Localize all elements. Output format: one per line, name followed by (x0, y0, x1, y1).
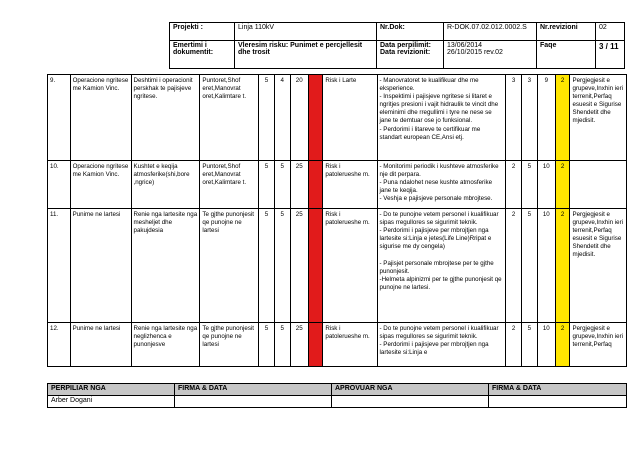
probability-cell: 5 (259, 209, 275, 323)
risk-level-cell: Risk i Larte (323, 75, 377, 161)
row-number: 9. (48, 75, 71, 161)
emertimi-value: Vleresim risku: Punimet e percjellesit dhe trosit (235, 41, 377, 69)
risk-score-cell: 25 (290, 209, 308, 323)
firma-label-2: FIRMA & DATA (489, 384, 627, 396)
risk-level-indicator (308, 209, 323, 323)
activity-cell: Punime ne lartesi (70, 209, 131, 323)
residual-probability-cell: 2 (506, 323, 522, 367)
nrdok-label: Nr.Dok: (377, 23, 444, 41)
row-number: 12. (48, 323, 71, 367)
risk-level-indicator (308, 161, 323, 209)
table-row (48, 75, 627, 161)
exposed-persons-cell: Puntoret,Shof eret,Manovrat oret,Kalimtare t. (200, 75, 259, 161)
nrrev-value: 02 (596, 23, 625, 41)
residual-score-cell: 9 (537, 75, 555, 161)
control-measures-cell: - Manovratoret te kualifikuar dhe me eksperience. - Inspektimi i pajisjeve ngritese si litaret e ngritjes presioni i vajit hidraulik te vincit dhe eleminimi dhe rregullimi i tyre ne nese se jane te demtuar ose jo funksional. - Perdorimi i litareve te certifikuar me standart european CE,Ansi etj. (377, 75, 506, 161)
responsible-cell: Pergjegjesit e grupeve,Inxhin ieri terrenit,Perfaq esuesit e Sigurise Shendetit dhe mjedisit. (570, 75, 627, 161)
table-row (48, 209, 627, 323)
residual-score-cell: 10 (537, 161, 555, 209)
hazard-cell: Renie nga lartesite nga mesheljet dhe pakujdesia (131, 209, 200, 323)
hazard-cell: Renie nga lartesite nga neglizhenca e punonjesve (131, 323, 200, 367)
residual-severity-cell: 5 (521, 161, 537, 209)
control-measures-cell: - Do te punojne vetem personel i kualifikuar sipas rregullores se sigurimit teknik. - Perdorimi i pajisjeve per mbrojtjen nga lartesite si:Linja e (377, 323, 506, 367)
row-number: 11. (48, 209, 71, 323)
probability-cell: 5 (259, 75, 275, 161)
nrrev-label: Nr.revizioni (537, 23, 596, 41)
perpiliar-value: Arber Dogani (48, 396, 175, 408)
projekti-label: Projekti : (170, 23, 235, 41)
risk-score-cell: 20 (290, 75, 308, 161)
residual-severity-cell: 3 (521, 75, 537, 161)
responsible-cell (570, 161, 627, 209)
responsible-cell: Pergjegjesit e grupeve,Inxhin ieri terrenit,Perfaq esuesit e Sigurise Shendetit dhe mjedisit. (570, 209, 627, 323)
activity-cell: Punime ne lartesi (70, 323, 131, 367)
faqe-value: 3 / 11 (596, 41, 625, 69)
aprovuar-value (332, 396, 489, 408)
residual-severity-cell: 5 (521, 209, 537, 323)
hazard-cell: Kushtet e keqija atmosferike(shi,bore ,ngrice) (131, 161, 200, 209)
exposed-persons-cell: Te gjthe punonjesit qe punojne ne lartesi (200, 323, 259, 367)
emertimi-label: Emertimi i dokumentit: (170, 41, 235, 69)
exposed-persons-cell: Te gjthe punonjesit qe punojne ne lartesi (200, 209, 259, 323)
signature-footer (47, 383, 627, 408)
responsible-cell: Pergjegjesit e grupeve,Inxhin ieri terrenit,Perfaq (570, 323, 627, 367)
residual-probability-cell: 2 (506, 209, 522, 323)
row-number: 10. (48, 161, 71, 209)
residual-probability-cell: 3 (506, 75, 522, 161)
table-row (48, 323, 627, 367)
risk-score-cell: 25 (290, 323, 308, 367)
residual-level-cell: 2 (555, 323, 570, 367)
risk-level-cell: Risk i patolerueshe m. (323, 161, 377, 209)
activity-cell: Operacione ngritese me Kamion Vinc. (70, 161, 131, 209)
projekti-value: Linja 110kV (235, 23, 377, 41)
residual-level-cell: 2 (555, 161, 570, 209)
aprovuar-label: APROVUAR NGA (332, 384, 489, 396)
perpiliar-label: PERPILIAR NGA (48, 384, 175, 396)
severity-cell: 5 (274, 161, 290, 209)
control-measures-cell: - Do te punojne vetem personel i kualifikuar sipas rregullores se sigurimit teknik. - Perdorimi i pajisjeve per mbrojtjen nga lartesite si:Linja e jetes(Life Line)Rripat e sigurise me dy cengela) - Pajisjet personale mbrojtese per te gjthe punonjesit. -Helmeta alpinizmi per te gjthe punonjesit qe punojne ne lartesi. (377, 209, 506, 323)
firma-value-1 (175, 396, 332, 408)
risk-level-indicator (308, 323, 323, 367)
severity-cell: 4 (274, 75, 290, 161)
risk-level-indicator (308, 75, 323, 161)
risk-score-cell: 25 (290, 161, 308, 209)
data-label: Data perpilimit: Data revizionit: (377, 41, 444, 69)
residual-level-cell: 2 (555, 209, 570, 323)
data-value: 13/06/2014 26/10/2015 rev.02 (444, 41, 537, 69)
firma-value-2 (489, 396, 627, 408)
residual-score-cell: 10 (537, 323, 555, 367)
control-measures-cell: - Monitorimi periodik i kushteve atmosferike nje dit perpara. - Puna ndalohet nese kushte atmosferike jane te keqija. - Veshja e pajisjeve personale mbrojtese. (377, 161, 506, 209)
probability-cell: 5 (259, 323, 275, 367)
risk-level-cell: Risk i patolerueshe m. (323, 209, 377, 323)
exposed-persons-cell: Puntoret,Shof eret,Manovrat oret,Kalimtare t. (200, 161, 259, 209)
activity-cell: Operacione ngritese me Kamion Vinc. (70, 75, 131, 161)
nrdok-value: R-DOK.07.02.012.0002.S (444, 23, 537, 41)
risk-level-cell: Risk i patolerueshe m. (323, 323, 377, 367)
firma-label-1: FIRMA & DATA (175, 384, 332, 396)
hazard-cell: Deshtimi i operacionit perskhak te pajisjeve ngritese. (131, 75, 200, 161)
residual-severity-cell: 5 (521, 323, 537, 367)
table-row (48, 161, 627, 209)
severity-cell: 5 (274, 323, 290, 367)
document-header (169, 22, 625, 69)
probability-cell: 5 (259, 161, 275, 209)
residual-level-cell: 2 (555, 75, 570, 161)
risk-assessment-table (47, 74, 627, 367)
residual-probability-cell: 2 (506, 161, 522, 209)
residual-score-cell: 10 (537, 209, 555, 323)
faqe-label: Faqe (537, 41, 596, 69)
severity-cell: 5 (274, 209, 290, 323)
